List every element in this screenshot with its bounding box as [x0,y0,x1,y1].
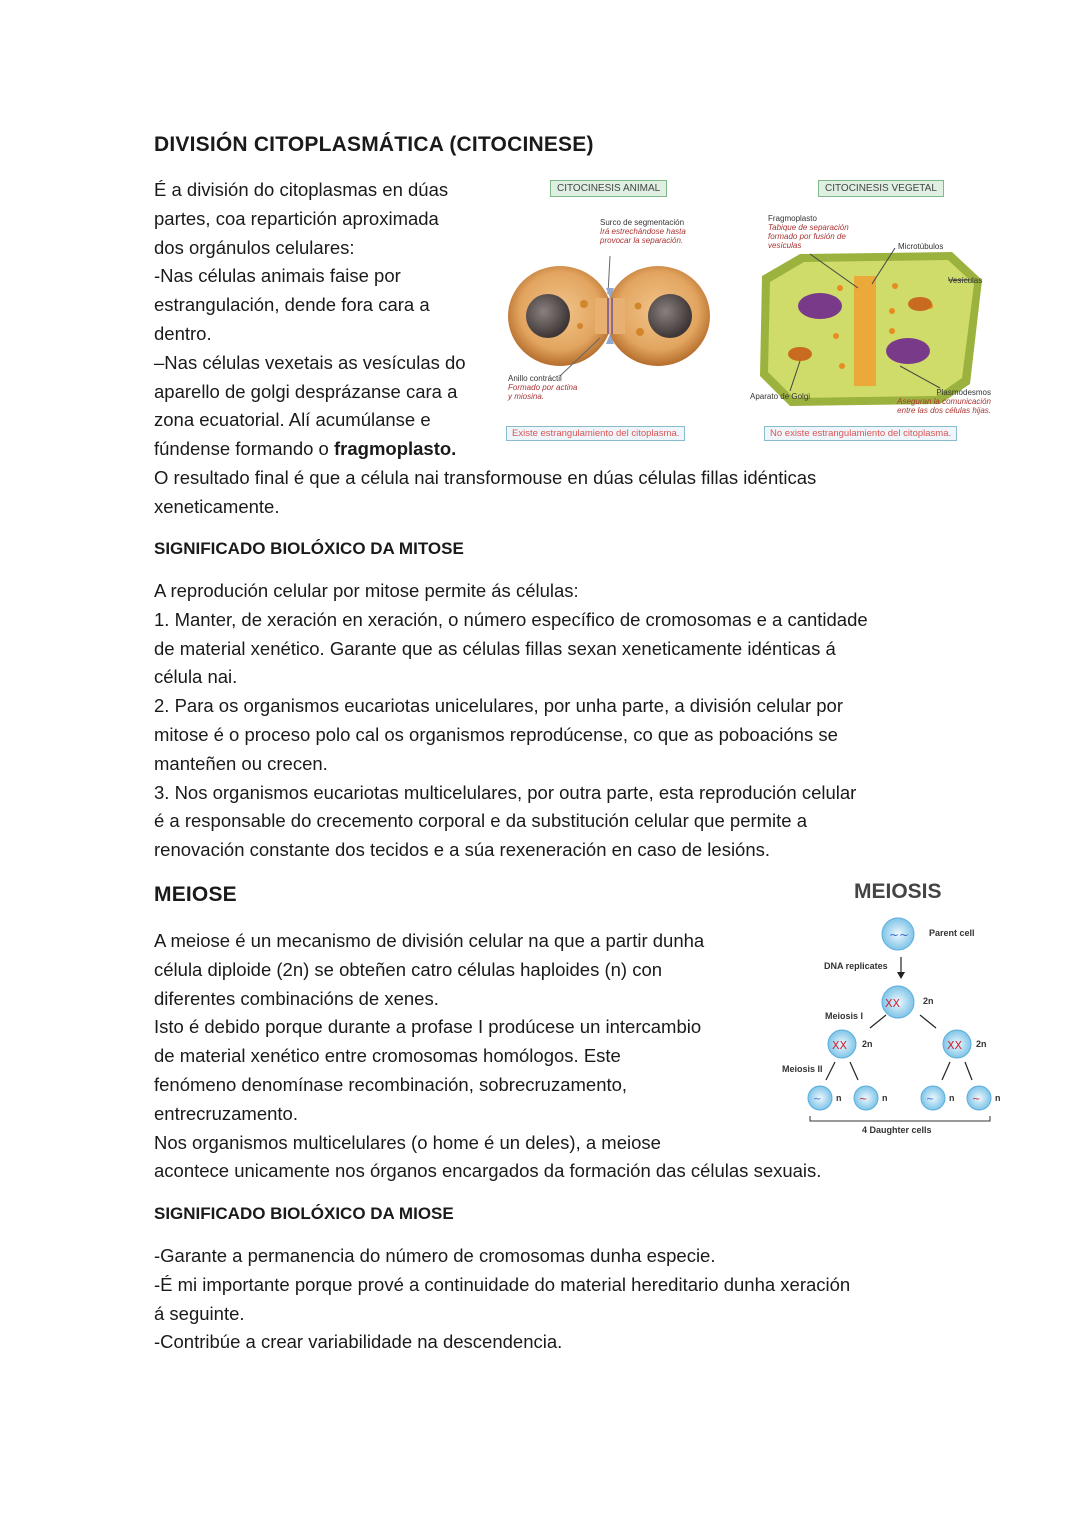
meiosis-2-label: Meiosis II [782,1064,823,1074]
ploidy-label: 2n [862,1039,873,1049]
surco-label: Surco de segmentación Irá estrechándose hasta provocar la separación. [600,218,686,245]
microtubulos-label: Microtúbulos [898,242,944,251]
significado-miose-paragraph [154,1242,850,1357]
ploidy-label: n [836,1093,842,1103]
daughter-cell-icon [921,1086,945,1110]
parent-cell-label: Parent cell [929,928,975,938]
plasmodesmos-label: Plasmodesmos Aseguran la comunicación entre las dos células hijas. [897,388,991,415]
text-line: dentro. [154,322,212,344]
meiose-paragraph [154,927,821,1186]
ploidy-label: 2n [976,1039,987,1049]
replicated-cell-icon [882,986,914,1018]
text-line-prefix: fúndense formando o [154,438,334,460]
text-line: É a división do citoplasmas en dúas [154,179,449,200]
daughter-cell-icon [854,1086,878,1110]
text-line: A reprodución celular por mitose permite ás células: [154,580,579,601]
text-line: O resultado final é que a célula nai transformouse en dúas células fillas idénticas [154,466,817,488]
text-line: -Nas células animais faise por [154,265,401,287]
meiosis-figure-title: MEIOSIS [854,880,942,903]
animal-caption: Existe estrangulamiento del citoplasma. [506,426,685,441]
text-line: á seguinte. [154,1302,245,1324]
significado-miose-title: SIGNIFICADO BIOLÓXICO DA MIOSE [154,1204,454,1223]
text-line: entrecruzamento. [154,1102,298,1124]
text-line: diferentes combinacións de xenes. [154,987,439,1009]
text-line: aparello de golgi desprázanse cara a [154,380,458,402]
text-line: –Nas células vexetais as vesículas do [154,351,466,373]
text-line: -É mi importante porque prové a continuidade do material hereditario dunha xeración [154,1273,851,1295]
text-line: 2. Para os organismos eucariotas unicelulares, por unha parte, a división celular por [154,695,843,717]
meiose-title: MEIOSE [154,883,237,906]
daughter-cell-icon [808,1086,832,1110]
svg-text:XX: XX [832,1039,848,1052]
text-line: acontece unicamente nos órganos encargados da formación das células sexuais. [154,1160,822,1182]
text-line: mitose é o proceso polo cal os organismos reprodúcense, co que as poboacións se [154,723,838,745]
animal-cell-icon [508,256,710,376]
text-line: 3. Nos organismos eucariotas multicelulares, por outra parte, esta reprodución celular [154,781,857,803]
text-line: de material xenético entre cromosomas homólogos. Este [154,1045,621,1067]
text-line: zona ecuatorial. Alí acumúlanse e [154,409,431,431]
citocinese-title: DIVISIÓN CITOPLASMÁTICA (CITOCINESE) [154,133,594,156]
svg-text:~~: ~~ [889,928,910,942]
dna-replicates-label: DNA replicates [824,961,888,971]
text-line: é a responsable do crecemento corporal e da substitución celular que permite a [154,810,808,832]
svg-text:~: ~ [972,1094,981,1105]
anillo-label: Anillo contráctil Formado por actina y miosina. [508,374,578,401]
text-line: xeneticamente. [154,495,280,517]
text-line: A meiose é un mecanismo de división celular na que a partir dunha [154,930,705,951]
text-line: manteñen ou crecen. [154,752,328,774]
meiosis-figure [780,878,1010,1143]
parent-cell-icon [882,918,914,950]
text-line: estrangulación, dende fora cara a [154,294,430,316]
text-line: fenómeno denomínase recombinación, sobrecruzamento, [154,1073,628,1095]
animal-title-tag: CITOCINESIS ANIMAL [550,180,667,197]
meiosis-1-label: Meiosis I [825,1011,864,1021]
ploidy-label: 2n [923,996,934,1006]
text-line: Isto é debido porque durante a profase I prodúcese un intercambio [154,1016,702,1038]
cytokinesis-figure [500,176,1000,448]
vegetal-title-tag: CITOCINESIS VEGETAL [818,180,944,197]
plant-cell-icon [760,248,982,406]
golgi-label: Aparato de Golgi [750,392,811,401]
text-line: -Garante a permanencia do número de cromosomas dunha especie. [154,1245,716,1266]
vegetal-caption: No existe estrangulamiento del citoplasma. [764,426,957,441]
daughter-cell-icon [967,1086,991,1110]
meiosis1-cell-left-icon [828,1030,856,1058]
fragmoplasto-label: Fragmoplasto Tabique de separación formado por fusión de vesículas [768,214,849,250]
text-line: renovación constante dos tecidos e a súa rexeneración en caso de lesións. [154,839,771,861]
significado-mitose-title: SIGNIFICADO BIOLÓXICO DA MITOSE [154,539,464,558]
svg-text:~: ~ [813,1094,822,1105]
meiosis-diagram [780,878,1010,1143]
vesiculas-label: Vesículas [948,276,983,285]
text-line: 1. Manter, de xeración en xeración, o número específico de cromosomas e a cantidade [154,608,868,630]
daughter-cells-label: 4 Daughter cells [862,1125,932,1135]
svg-text:~: ~ [926,1094,935,1105]
text-line: -Contribúe a crear variabilidade na descendencia. [154,1331,563,1353]
ploidy-label: n [882,1093,888,1103]
ploidy-label: n [995,1093,1001,1103]
svg-text:XX: XX [947,1039,963,1052]
svg-text:~: ~ [859,1094,868,1105]
fragmoplasto-bold: fragmoplasto. [334,438,457,460]
text-line: célula diploide (2n) se obteñen catro células haploides (n) con [154,958,663,980]
text-line: dos orgánulos celulares: [154,236,355,258]
text-line: de material xenético. Garante que as células fillas sexan xeneticamente idénticas á [154,637,836,659]
meiosis1-cell-right-icon [943,1030,971,1058]
ploidy-label: n [949,1093,955,1103]
significado-mitose-paragraph [154,577,868,865]
text-line: célula nai. [154,666,238,688]
text-line: partes, coa repartición aproximada [154,207,439,229]
svg-text:XX: XX [885,997,901,1010]
text-line: Nos organismos multicelulares (o home é un deles), a meiose [154,1131,661,1153]
